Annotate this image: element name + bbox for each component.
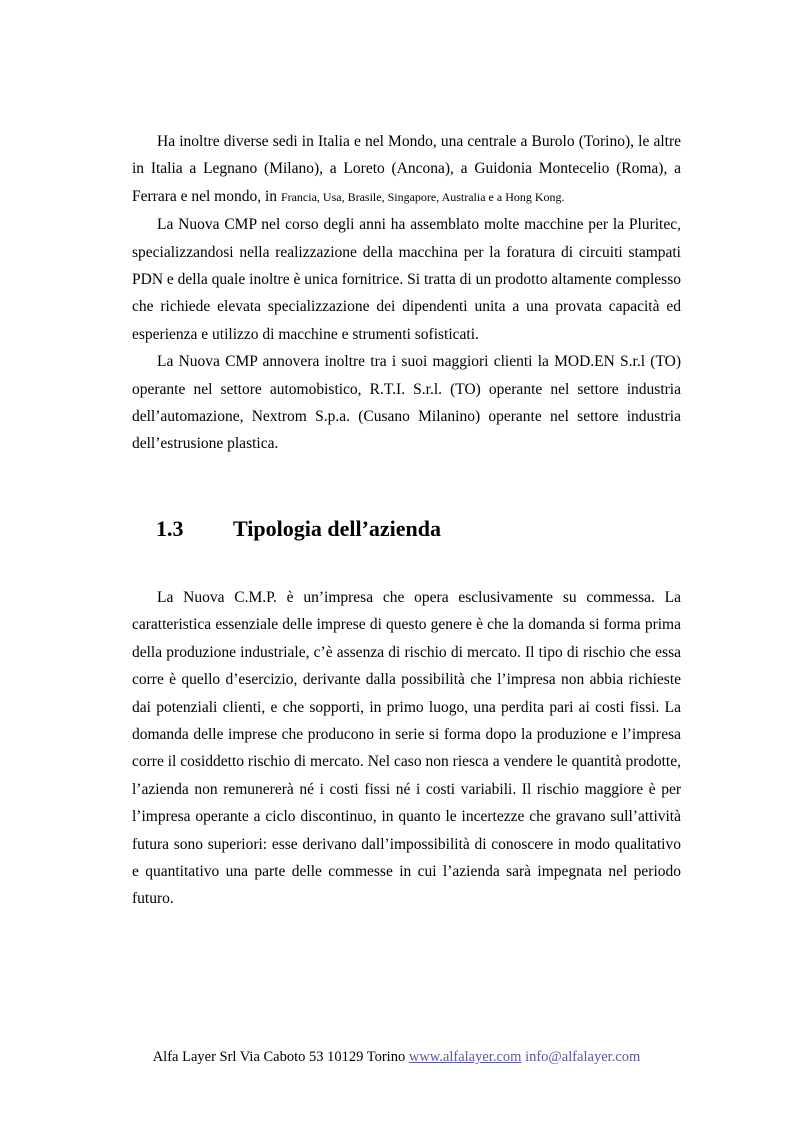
section-heading — [156, 516, 441, 542]
paragraph-2: La Nuova CMP nel corso degli anni ha assemblato molte macchine per la Pluritec, specializzandosi nella realizzazione della macchina per la foratura di circuiti stampati PDN e della quale inoltre è unica fornitrice. Si tratta di un prodotto altamente complesso che richiede elevata specializzazione dei dipendenti unita a una provata capacità ed esperienza e utilizzo di macchine e strumenti sofisticati. — [132, 216, 681, 343]
footer-email-link[interactable]: info@alfalayer.com — [525, 1049, 641, 1065]
section-body — [132, 584, 681, 913]
footer-address: Alfa Layer Srl Via Caboto 53 10129 Torino — [152, 1049, 409, 1065]
paragraph-3: La Nuova CMP annovera inoltre tra i suoi maggiori clienti la MOD.EN S.r.l (TO) operante nel settore automobistico, R.T.I. S.r.l. (TO) operante nel settore industria dell’automazione, Nextrom S.p.a. (Cusano Milanino) operante nel settore industria dell’estrusione plastica. — [132, 353, 681, 453]
paragraph-1-main-text: Ha inoltre diverse sedi in Italia e nel Mondo, una centrale a Burolo (Torino), le altre in Italia a Legnano (Milano), a Loreto (Ancona), a Guidonia Montecelio (Roma), a Ferrara e nel mondo, in — [132, 133, 681, 205]
section-title: Tipologia dell’azienda — [233, 516, 442, 541]
page-footer — [0, 1049, 793, 1066]
footer-website-link[interactable]: www.alfalayer.com — [408, 1049, 522, 1065]
document-body — [132, 128, 681, 458]
section-number: 1.3 — [156, 516, 184, 541]
paragraph-1-countries-text: Francia, Usa, Brasile, Singapore, Australia e a Hong Kong. — [280, 189, 565, 204]
section-paragraph: La Nuova C.M.P. è un’impresa che opera esclusivamente su commessa. La caratteristica essenziale delle imprese di questo genere è che la domanda si forma prima della produzione industriale, c’è assenza di rischio di mercato. Il tipo di rischio che essa corre è quello d’esercizio, derivante dalla possibilità che l’impresa non abbia richieste dai potenziali clienti, e che sopporti, in primo luogo, una perdita pari ai costi fissi. La domanda delle imprese che producono in serie si forma dopo la produzione e l’impresa corre il cosiddetto rischio di mercato. Nel caso non riesca a vendere le quantità prodotte, l’azienda non remunererà né i costi fissi né i costi variabili. Il rischio maggiore è per l’impresa operante a ciclo discontinuo, in quanto le incertezze che gravano sull’attività futura sono superiori: esse derivano dall’impossibilità di conoscere in modo qualitativo e quantitativo una parte delle commesse in cui l’azienda sarà impegnata nel periodo futuro. — [132, 589, 681, 908]
paragraph-1 — [132, 128, 681, 211]
